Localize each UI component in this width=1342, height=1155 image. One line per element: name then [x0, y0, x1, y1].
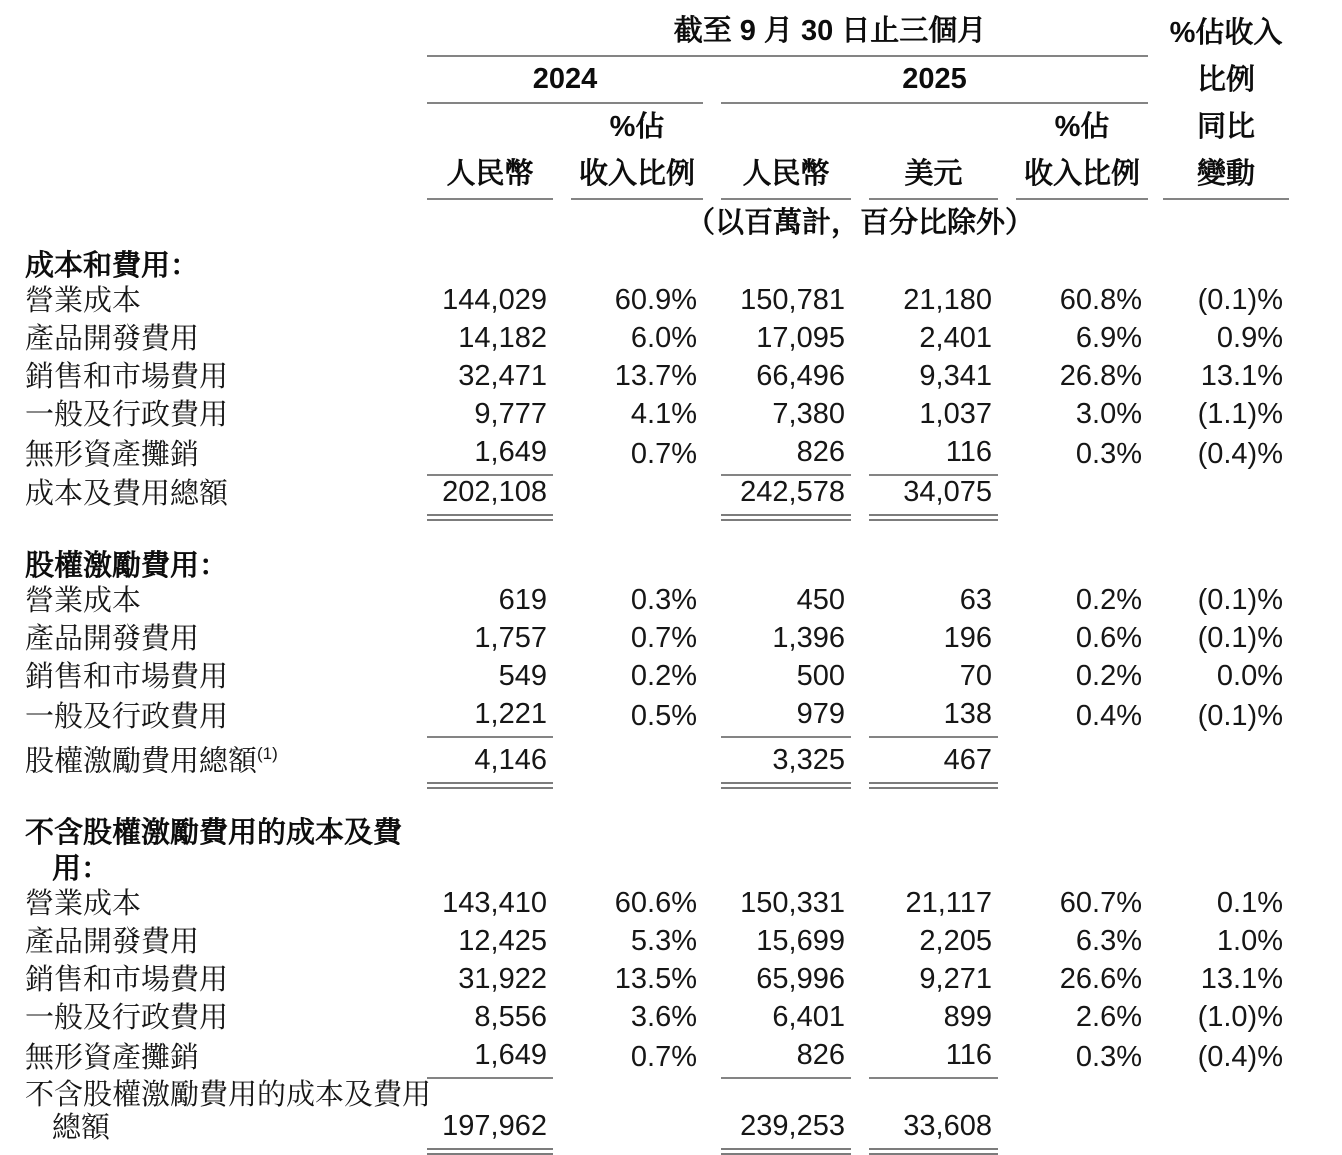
pct-revenue-header-bottom-2024: 收入比例	[571, 151, 703, 200]
cell-rmb-2024: 9,777	[474, 398, 547, 430]
cell-rmb-2024: 1,649	[427, 436, 553, 476]
cell-rmb-2025: 826	[721, 436, 851, 476]
cell-usd-2025: 9,341	[919, 360, 992, 392]
row-label: 銷售和市場費用	[25, 963, 229, 996]
section-title: 用：	[52, 852, 111, 885]
cell-pct-2025: 6.3%	[1075, 924, 1142, 957]
cell-rmb-2024: 549	[498, 660, 547, 692]
cell-rmb-2024: 31,922	[458, 962, 547, 995]
total-label	[0, 1112, 409, 1155]
total-label	[0, 738, 409, 789]
yoy-header-line-3: 同比	[1196, 111, 1255, 143]
cell-pct-2025: 3.0%	[1075, 398, 1142, 430]
cell-usd-2025: 138	[869, 698, 998, 738]
pct-revenue-header-top-2025: %佔	[1054, 111, 1110, 143]
cell-usd-2025: 9,271	[919, 962, 992, 995]
row-label: 一般及行政費用	[25, 701, 229, 733]
total-rmb-2025: 242,578	[721, 476, 851, 521]
pct-revenue-header-top-2024: %佔	[609, 111, 665, 143]
cell-pct-2024: 0.7%	[630, 438, 697, 470]
row-label: 營業成本	[25, 887, 142, 920]
cell-rmb-2025: 15,699	[756, 924, 845, 957]
cell-pct-2024: 5.3%	[630, 924, 697, 957]
cell-pct-2024: 4.1%	[630, 398, 697, 430]
cell-rmb-2025: 1,396	[772, 622, 845, 654]
cell-rmb-2024: 619	[498, 584, 547, 616]
cell-yoy-change: (1.1)%	[1197, 398, 1283, 430]
cell-yoy-change: (0.1)%	[1197, 622, 1283, 654]
cell-pct-2025: 26.6%	[1059, 962, 1142, 995]
total-rmb-2025: 239,253	[721, 1110, 851, 1155]
total-label-text: 不含股權激勵費用的成本及費用	[25, 1078, 432, 1111]
table-header	[0, 8, 1289, 247]
section-title-row	[0, 247, 1289, 284]
row-label: 產品開發費用	[25, 623, 200, 655]
table-total-row	[0, 738, 1289, 789]
cell-usd-2025: 63	[959, 584, 992, 616]
period-title: 截至 9 月 30 日止三個月	[427, 8, 1148, 57]
header-row-columns	[0, 151, 1289, 200]
cell-rmb-2024: 1,221	[427, 698, 553, 738]
cell-rmb-2025: 6,401	[772, 1000, 845, 1033]
cell-rmb-2024: 1,649	[427, 1039, 553, 1079]
cell-rmb-2025: 450	[796, 584, 845, 616]
rmb-header-2024: 人民幣	[427, 151, 553, 200]
cell-pct-2024: 60.9%	[614, 284, 697, 316]
header-row-pct-top	[0, 104, 1289, 151]
cell-rmb-2024: 144,029	[442, 284, 547, 316]
table-row	[0, 622, 1289, 660]
cell-pct-2024: 0.3%	[630, 584, 697, 616]
table-row	[0, 925, 1289, 963]
table-body	[0, 247, 1289, 1155]
cell-usd-2025: 1,037	[919, 398, 992, 430]
costs-expenses-table	[0, 8, 1289, 1155]
table-row	[0, 887, 1289, 925]
total-usd-2025: 34,075	[869, 476, 998, 521]
header-row-period	[0, 8, 1289, 57]
total-label	[0, 1078, 432, 1112]
cell-pct-2024: 0.5%	[630, 700, 697, 732]
total-label-text: 成本及費用總額	[25, 478, 229, 510]
cell-rmb-2025: 826	[721, 1039, 851, 1079]
cell-rmb-2025: 7,380	[772, 398, 845, 430]
table-row	[0, 963, 1289, 1001]
cell-pct-2025: 60.7%	[1059, 886, 1142, 919]
total-rmb-2024: 197,962	[427, 1110, 553, 1155]
row-label: 銷售和市場費用	[25, 361, 229, 393]
table-total-row	[0, 1079, 1289, 1155]
total-label-text: 總額	[52, 1111, 111, 1144]
cell-pct-2024: 6.0%	[630, 322, 697, 354]
row-label: 一般及行政費用	[25, 399, 229, 431]
pct-revenue-header-bottom-2025: 收入比例	[1016, 151, 1148, 200]
cell-yoy-change: 0.9%	[1216, 322, 1283, 354]
cell-pct-2024: 0.2%	[630, 660, 697, 692]
cell-usd-2025: 21,117	[905, 886, 992, 919]
row-label: 一般及行政費用	[25, 1001, 229, 1034]
cell-usd-2025: 2,401	[919, 322, 992, 354]
total-label-text: 股權激勵費用總額	[25, 745, 258, 778]
cell-rmb-2025: 979	[721, 698, 851, 738]
cell-yoy-change: (0.1)%	[1197, 584, 1283, 616]
table-row	[0, 698, 1289, 738]
cell-usd-2025: 196	[943, 622, 992, 654]
cell-rmb-2025: 65,996	[756, 962, 845, 995]
cell-pct-2024: 60.6%	[614, 886, 697, 919]
year-2024-header: 2024	[427, 63, 703, 104]
cell-usd-2025: 899	[943, 1000, 992, 1033]
cell-pct-2025: 0.2%	[1075, 584, 1142, 616]
total-rmb-2025: 3,325	[721, 744, 851, 789]
cell-pct-2025: 0.4%	[1075, 700, 1142, 732]
cell-yoy-change: 0.1%	[1216, 886, 1283, 919]
row-label: 營業成本	[25, 585, 142, 617]
cell-pct-2024: 13.5%	[614, 962, 697, 995]
cell-yoy-change: 13.1%	[1200, 962, 1283, 995]
table-row	[0, 584, 1289, 622]
cell-usd-2025: 116	[869, 1039, 998, 1079]
cell-yoy-change: (0.1)%	[1197, 700, 1283, 732]
section-spacer	[0, 789, 1289, 815]
row-label: 無形資產攤銷	[25, 439, 200, 471]
table-row	[0, 436, 1289, 476]
table-row	[0, 660, 1289, 698]
section-title: 成本和費用：	[25, 250, 200, 282]
cell-rmb-2024: 143,410	[442, 886, 547, 919]
cell-rmb-2025: 150,331	[740, 886, 845, 919]
total-usd-2025: 467	[869, 744, 998, 789]
header-row-years	[0, 57, 1289, 104]
cell-usd-2025: 116	[869, 436, 998, 476]
cell-pct-2025: 0.3%	[1075, 1040, 1142, 1073]
section-title: 股權激勵費用：	[25, 550, 229, 582]
yoy-header-line-2: 比例	[1196, 64, 1255, 96]
row-label: 銷售和市場費用	[25, 661, 229, 693]
row-label: 產品開發費用	[25, 323, 200, 355]
cell-rmb-2024: 32,471	[458, 360, 547, 392]
cell-yoy-change: 1.0%	[1216, 924, 1283, 957]
table-row	[0, 398, 1289, 436]
cell-rmb-2025: 500	[796, 660, 845, 692]
cell-pct-2025: 0.6%	[1075, 622, 1142, 654]
section-title: 不含股權激勵費用的成本及費	[25, 816, 403, 849]
total-rmb-2024: 4,146	[427, 744, 553, 789]
cell-pct-2025: 0.2%	[1075, 660, 1142, 692]
cell-yoy-change: (0.4)%	[1197, 438, 1283, 470]
cell-rmb-2025: 17,095	[756, 322, 845, 354]
cell-rmb-2025: 66,496	[756, 360, 845, 392]
row-label: 營業成本	[25, 285, 142, 317]
cell-yoy-change: (0.1)%	[1197, 284, 1283, 316]
table-row	[0, 360, 1289, 398]
section-title-row	[0, 815, 1289, 887]
section-title-row	[0, 547, 1289, 584]
cell-pct-2024: 0.7%	[630, 1040, 697, 1073]
cell-rmb-2024: 12,425	[458, 924, 547, 957]
cell-pct-2025: 6.9%	[1075, 322, 1142, 354]
yoy-header-line-4: 變動	[1163, 151, 1289, 200]
table-total-row	[0, 476, 1289, 521]
unit-note-row	[0, 200, 1289, 247]
cell-yoy-change: (0.4)%	[1197, 1040, 1283, 1073]
footnote-marker: (1)	[257, 744, 278, 763]
row-label: 產品開發費用	[25, 925, 200, 958]
rmb-header-2025: 人民幣	[721, 151, 851, 200]
total-label	[0, 478, 409, 521]
yoy-header-line-1: %佔收入	[1169, 17, 1283, 49]
section-spacer	[0, 521, 1289, 547]
cell-rmb-2024: 14,182	[458, 322, 547, 354]
year-2025-header: 2025	[721, 63, 1148, 104]
table-row	[0, 1039, 1289, 1079]
usd-header-2025: 美元	[869, 151, 998, 200]
cell-pct-2025: 26.8%	[1059, 360, 1142, 392]
cell-pct-2024: 3.6%	[630, 1000, 697, 1033]
cell-yoy-change: (1.0)%	[1197, 1000, 1283, 1033]
cell-rmb-2024: 8,556	[474, 1000, 547, 1033]
total-usd-2025: 33,608	[869, 1110, 998, 1155]
cell-usd-2025: 21,180	[903, 284, 992, 316]
cell-yoy-change: 0.0%	[1216, 660, 1283, 692]
cell-usd-2025: 70	[959, 660, 992, 692]
unit-note: （以百萬計，百分比除外）	[685, 207, 1034, 239]
cell-pct-2024: 0.7%	[630, 622, 697, 654]
cell-rmb-2025: 150,781	[740, 284, 845, 316]
cell-yoy-change: 13.1%	[1200, 360, 1283, 392]
cell-pct-2025: 2.6%	[1075, 1000, 1142, 1033]
table-row	[0, 284, 1289, 322]
cell-pct-2025: 60.8%	[1059, 284, 1142, 316]
cell-usd-2025: 2,205	[919, 924, 992, 957]
cell-rmb-2024: 1,757	[474, 622, 547, 654]
cell-pct-2024: 13.7%	[614, 360, 697, 392]
table-row	[0, 322, 1289, 360]
cell-pct-2025: 0.3%	[1075, 438, 1142, 470]
row-label: 無形資產攤銷	[25, 1041, 200, 1074]
table-row	[0, 1001, 1289, 1039]
total-rmb-2024: 202,108	[427, 476, 553, 521]
